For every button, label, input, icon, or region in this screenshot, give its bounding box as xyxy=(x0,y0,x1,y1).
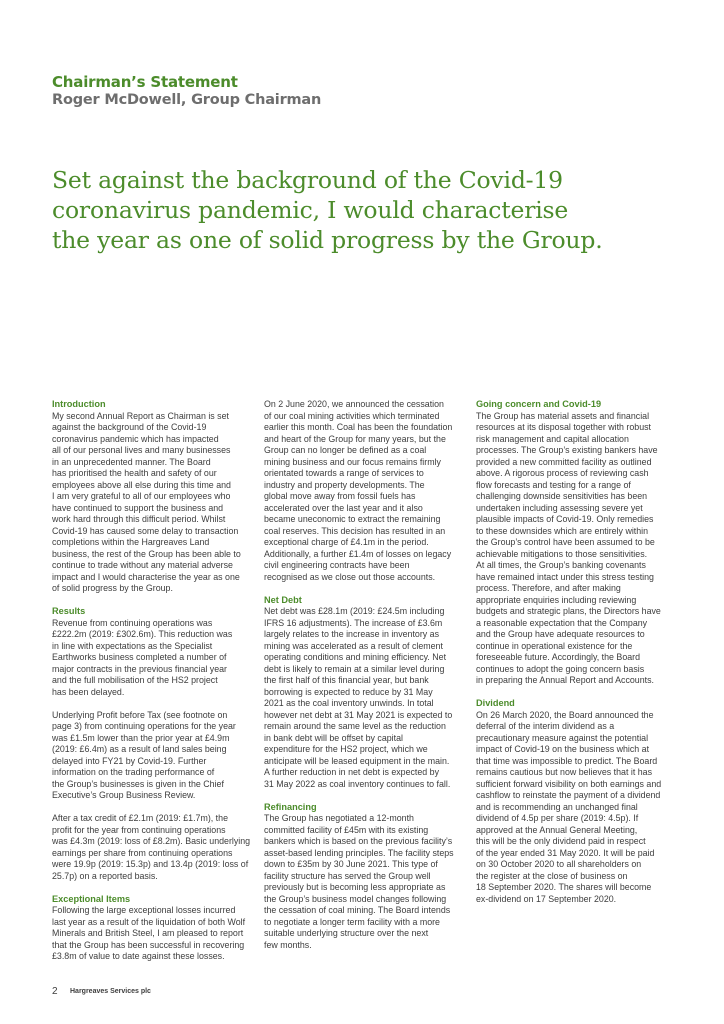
text-line: this will be the only dividend paid in respect xyxy=(476,836,646,846)
text-line: The Group has negotiated a 12-month xyxy=(264,813,414,823)
text-line: After a tax credit of £2.1m (2019: £1.7m), the xyxy=(52,813,228,823)
text-line: down to £35m by 30 June 2021. This type of xyxy=(264,859,438,869)
text-line: accelerated over the last year and it also xyxy=(264,502,423,513)
text-line: mining was accelerated as a result of clement xyxy=(264,640,443,651)
text-line: continue in operational existence for the xyxy=(476,640,633,651)
text-line: in line with expectations as the Specialist xyxy=(52,640,213,651)
text-line: coronavirus pandemic which has impacted xyxy=(52,433,219,444)
text-line: I am very grateful to all of our employees who xyxy=(52,491,231,501)
text-line: continue to trade without any material adverse xyxy=(52,560,233,570)
body-paragraph xyxy=(52,618,248,699)
text-line: and the full mobilisation of the HS2 project xyxy=(52,675,218,685)
text-line: recognised as we close out those accounts. xyxy=(264,571,436,582)
text-line: flow forecasts and testing for a range of xyxy=(476,479,631,490)
text-line: profit for the year from continuing operations xyxy=(52,824,226,835)
text-line: sufficient forward visibility on both earnings and xyxy=(476,778,662,789)
text-line: A further reduction in net debt is expected by xyxy=(264,767,440,777)
text-line: cashflow to reinstate the payment of a dividend xyxy=(476,790,661,800)
text-line: of solid progress by the Group. xyxy=(52,583,173,593)
text-line: the Group’s control have been assumed to be xyxy=(476,537,655,547)
text-line: few months. xyxy=(264,939,312,950)
text-line: My second Annual Report as Chairman is set xyxy=(52,410,229,421)
text-line: above. A rigorous process of reviewing cash xyxy=(476,468,649,478)
body-paragraph xyxy=(476,411,676,687)
text-line: in bank debt will be offset by capital xyxy=(264,732,403,743)
text-line: Following the large exceptional losses incurred xyxy=(52,905,236,915)
text-line: Executive’s Group Business Review. xyxy=(52,790,196,800)
paragraph-spacer xyxy=(52,698,248,710)
section-heading: Net Debt xyxy=(264,594,302,605)
text-line: was £4.3m (2019: loss of £8.2m). Basic underlying xyxy=(52,836,251,846)
text-line: civil engineering contracts have been xyxy=(264,560,410,570)
section-heading: Refinancing xyxy=(264,801,317,812)
body-paragraph xyxy=(52,813,251,882)
text-line: remain around the same level as the reduction xyxy=(264,721,446,731)
text-line: has prioritised the health and safety of our xyxy=(52,468,217,478)
text-line: Additionally, a further £1.4m of losses on legacy xyxy=(264,548,452,559)
text-line: (2019: £6.4m) as a result of land sales being xyxy=(52,744,227,754)
text-line: delayed into FY21 by Covid-19. Further xyxy=(52,755,207,766)
text-line: global move away from fossil fuels has xyxy=(264,491,416,501)
text-line: Earthworks business completed a number of xyxy=(52,652,227,662)
text-line: achievable mitigations to those sensitivities. xyxy=(476,548,648,559)
section-subtitle: Roger McDowell, Group Chairman xyxy=(52,92,322,108)
text-line: approved at the Annual General Meeting, xyxy=(476,824,638,835)
section-spacer xyxy=(52,882,248,894)
text-line: all of our personal lives and many businesses xyxy=(52,445,231,455)
section-spacer xyxy=(52,595,248,607)
text-line: 31 May 2022 as coal inventory continues to fall. xyxy=(264,778,451,789)
text-line: in preparing the Annual Report and Accounts. xyxy=(476,675,654,685)
text-line: impact and I would characterise the year as one xyxy=(52,571,240,582)
text-line: Covid-19 has caused some delay to transaction xyxy=(52,525,239,536)
text-column-right xyxy=(476,399,676,905)
text-line: to these downsides which are entirely within xyxy=(476,525,649,536)
text-line: plausible impacts of Covid-19. Only remedies xyxy=(476,514,654,524)
text-line: and heart of the Group for many years, but the xyxy=(264,433,446,444)
text-line: suitable underlying structure over the next xyxy=(264,928,429,938)
text-line: have continued to support the business and xyxy=(52,502,224,513)
footer-company-name: Hargreaves Services plc xyxy=(70,988,151,995)
text-line: orientated towards a range of services to xyxy=(264,468,424,478)
text-line: largely relates to the increase in inventory as xyxy=(264,629,440,639)
text-line: 25.7p) on a reported basis. xyxy=(52,870,158,881)
text-line: At all times, the Group’s banking covenants xyxy=(476,560,646,570)
body-paragraph xyxy=(264,399,460,583)
text-line: On 2 June 2020, we announced the cessation xyxy=(264,399,444,409)
section-heading: Exceptional Items xyxy=(52,893,131,904)
text-line: dividend of 4.5p per share (2019: 4.5p). If xyxy=(476,813,639,823)
text-line: that time was impossible to predict. The Board xyxy=(476,755,658,766)
text-line: precautionary measure against the potential xyxy=(476,732,649,743)
text-line: risk management and capital allocation xyxy=(476,433,629,444)
text-line: Net debt was £28.1m (2019: £24.5m including xyxy=(264,606,445,616)
text-line: information on the trading performance of xyxy=(52,767,215,777)
text-line: the register at the close of business on xyxy=(476,870,628,881)
text-line: The Group has material assets and financial xyxy=(476,410,650,421)
text-line: Revenue from continuing operations was xyxy=(52,617,213,628)
text-line: employees above all else during this time and xyxy=(52,479,231,490)
text-line: have remained intact under this stress testing xyxy=(476,571,654,582)
text-line: operating conditions and mining efficiency. Net xyxy=(264,652,447,662)
text-line: the Group’s business model changes following xyxy=(264,893,447,904)
text-column-middle xyxy=(264,399,460,951)
text-line: challenging downside sensitivities has been xyxy=(476,491,648,501)
paragraph-spacer xyxy=(52,802,248,814)
text-line: of the year ended 31 May 2020. It will be paid xyxy=(476,847,655,858)
text-line: expenditure for the HS2 project, which we xyxy=(264,744,428,754)
text-line: bankers which is based on the previous facility’s xyxy=(264,836,453,846)
text-column-left xyxy=(52,399,251,963)
text-line: were 19.9p (2019: 15.3p) and 13.4p (2019: loss of xyxy=(52,859,249,869)
text-line: debt is likely to remain at a similar level during xyxy=(264,663,445,674)
text-line: On 26 March 2020, the Board announced the xyxy=(476,709,654,720)
text-line: the cessation of coal mining. The Board intends xyxy=(264,905,451,915)
body-paragraph xyxy=(264,813,460,951)
text-line: and the Group have adequate resources to xyxy=(476,629,645,639)
section-heading: Results xyxy=(52,606,86,616)
text-line: foreseeable future. Accordingly, the Board xyxy=(476,652,641,662)
text-line: last year as a result of the liquidation of both Wolf xyxy=(52,916,246,927)
text-line: business, the rest of the Group has been able to xyxy=(52,548,241,559)
text-line: page 3) from continuing operations for the year xyxy=(52,721,236,731)
section-heading: Going concern and Covid-19 xyxy=(476,399,602,409)
text-line: became uneconomic to extract the remaining xyxy=(264,514,441,524)
text-line: has been delayed. xyxy=(52,686,125,697)
text-line: resources at its disposal together with robust xyxy=(476,422,651,432)
pull-quote-line: the year as one of solid progress by the Group. xyxy=(52,226,603,254)
text-line: was £1.5m lower than the prior year at £4.9m xyxy=(52,732,230,743)
text-line: major contracts in the previous financial year xyxy=(52,663,227,674)
text-line: 2021 as the coal inventory unwinds. In total xyxy=(264,698,434,708)
text-line: previously but is becoming less appropriate as xyxy=(264,882,446,892)
pull-quote-line: coronavirus pandemic, I would characterise xyxy=(52,196,569,224)
text-line: a reasonable expectation that the Company xyxy=(476,617,648,628)
text-line: against the background of the Covid-19 xyxy=(52,422,207,432)
text-line: earlier this month. Coal has been the foundation xyxy=(264,422,453,432)
text-line: mining business and our focus remains firmly xyxy=(264,456,441,467)
text-line: continues to adopt the going concern basis xyxy=(476,663,645,674)
text-line: the first half of this financial year, but bank xyxy=(264,675,429,685)
page-number: 2 xyxy=(52,986,58,997)
text-line: coal reserves. This decision has resulted in an xyxy=(264,525,446,536)
body-paragraph xyxy=(52,905,248,963)
text-line: and is recommending an unchanged final xyxy=(476,801,638,812)
text-line: facility structure has served the Group well xyxy=(264,870,431,881)
section-heading: Introduction xyxy=(52,399,106,409)
text-line: exceptional charge of £4.1m in the period. xyxy=(264,537,429,547)
text-line: £222.2m (2019: £302.6m). This reduction was xyxy=(52,629,233,639)
text-line: borrowing is expected to reduce by 31 May xyxy=(264,686,433,697)
text-line: of our coal mining activities which terminated xyxy=(264,410,440,421)
text-line: budgets and strategic plans, the Directors have xyxy=(476,606,661,616)
text-line: Underlying Profit before Tax (see footnote on xyxy=(52,709,228,720)
text-line: in an unprecedented manner. The Board xyxy=(52,456,211,467)
text-line: appropriate enquiries including reviewing xyxy=(476,594,637,605)
text-line: that the Group has been successful in recovering xyxy=(52,939,245,950)
text-line: industry and property developments. The xyxy=(264,479,425,490)
text-line: impact of Covid-19 on the business which at xyxy=(476,744,650,754)
text-line: £3.8m of value to date against these losses. xyxy=(52,951,225,961)
text-line: on 30 October 2020 to all shareholders on xyxy=(476,859,642,869)
body-paragraph xyxy=(52,710,248,802)
section-spacer xyxy=(264,583,460,595)
body-paragraph xyxy=(52,411,248,595)
text-line: remains cautious but now believes that it has xyxy=(476,767,652,777)
body-paragraph xyxy=(264,606,460,790)
pull-quote xyxy=(52,165,692,255)
text-line: the Group’s businesses is given in the Chief xyxy=(52,778,224,789)
text-line: Group can no longer be defined as a coal xyxy=(264,445,427,455)
pull-quote-line: Set against the background of the Covid-19 xyxy=(52,166,563,194)
text-line: to negotiate a longer term facility with a more xyxy=(264,916,440,927)
text-line: process. Therefore, and after making xyxy=(476,583,621,593)
text-line: ex-dividend on 17 September 2020. xyxy=(476,893,617,904)
text-line: earnings per share from continuing operations xyxy=(52,847,233,858)
section-spacer xyxy=(264,790,460,802)
text-line: anticipate will be leased equipment in the main. xyxy=(264,755,450,766)
section-spacer xyxy=(476,687,676,699)
body-paragraph xyxy=(476,710,676,906)
text-line: processes. The Group’s existing bankers have xyxy=(476,445,658,455)
text-line: completions within the Hargreaves Land xyxy=(52,537,210,547)
text-line: provided a new committed facility as outlined xyxy=(476,456,652,467)
text-line: deferral of the interim dividend as a xyxy=(476,721,615,731)
text-line: Minerals and British Steel, I am pleased to report xyxy=(52,928,244,938)
text-line: IFRS 16 adjustments). The increase of £3.6m xyxy=(264,617,443,628)
text-line: undertaken including assessing severe yet xyxy=(476,502,643,513)
text-line: asset-based lending principles. The facility steps xyxy=(264,847,454,858)
text-line: 18 September 2020. The shares will become xyxy=(476,882,652,892)
section-title: Chairman’s Statement xyxy=(52,73,238,91)
text-line: however net debt at 31 May 2021 is expected to xyxy=(264,709,453,720)
section-heading: Dividend xyxy=(476,698,515,708)
text-line: committed facility of £45m with its existing xyxy=(264,824,429,835)
text-line: work hard through this difficult period. Whilst xyxy=(52,514,226,524)
